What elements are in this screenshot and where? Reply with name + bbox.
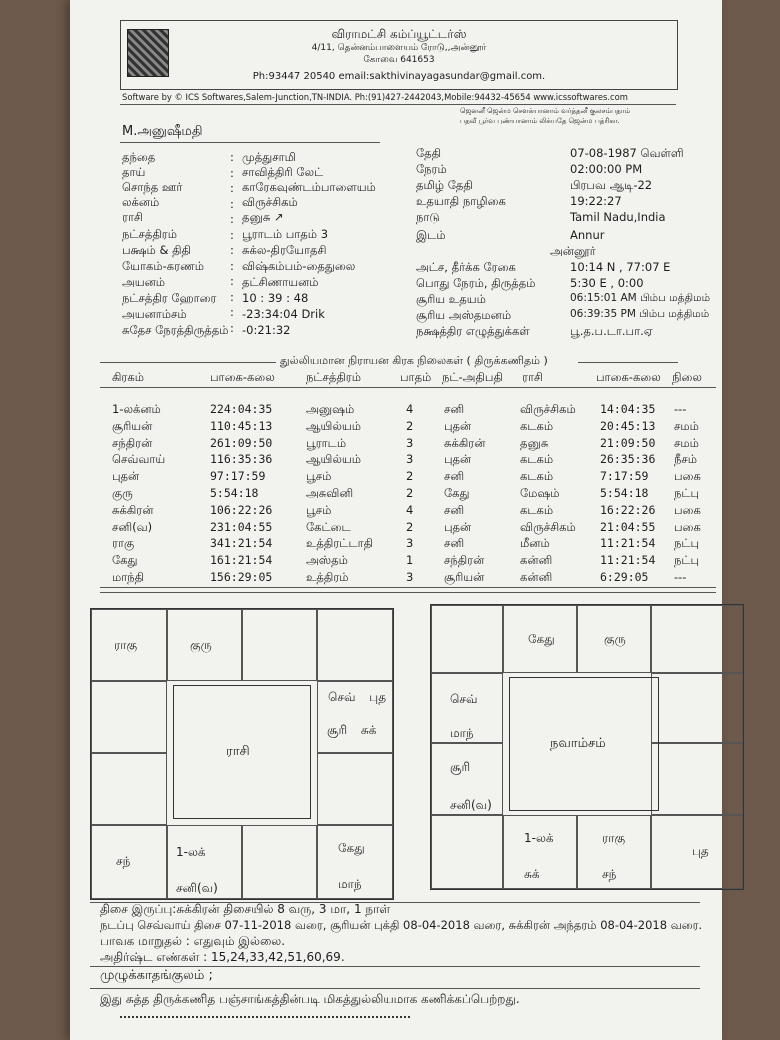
navamsa-house [431,605,503,673]
detail-label: இடம் [416,228,446,242]
planet-cell: குரு [112,486,133,500]
detail-value: 06:15:01 AM பிம்ப மத்திமம் [570,292,711,304]
planet-cell: --- [674,402,687,416]
detail-value: 06:39:35 PM பிம்ப மத்திமம் [570,308,710,320]
planet-cell: 2 [406,418,414,433]
planet-cell: மேஷம் [520,486,560,500]
detail-value: தட்சிணாயனம் [242,275,319,289]
planet-cell: 3 [406,452,414,467]
bhava-change: பாவக மாறுதல் : எதுவும் இல்லை. [100,934,286,948]
planet-cell: கடகம் [520,418,554,433]
planet-cell: 2 [406,486,414,500]
detail-label: சொந்த ஊர் [122,180,183,194]
planet-cell: --- [674,570,687,584]
planet-cell: கேட்டை [306,519,351,534]
dasa-balance: திசை இருப்பு:சுக்கிரன் திசையில் 8 வரு, 3 மா, 1 நாள் [100,902,391,916]
detail-label: நட்சத்திரம் [122,227,178,241]
planet-cell: சமம் [674,435,699,450]
rasi-house [242,825,317,899]
planet-cell: செவ்வாய் [112,452,166,467]
planet-cell: பகை [674,502,701,517]
verse-line-1: ஜெனனீ ஜென்ம சௌக்யானாம் வர்த்தனீ குலசம்பதாம் [460,107,631,115]
planet-cell: 224:04:35 [210,402,273,416]
detail-value: Tamil Nadu,India [570,210,666,224]
planet-cell: சந்திரன் [112,435,153,450]
planet-cell: 11:21:54 [600,553,656,568]
column-header: நட்-அதிபதி [442,370,503,384]
dotted-rule [120,1016,410,1018]
planet-cell: சனி [444,502,465,517]
planet-cell: சனி(வ) [112,519,153,534]
planet-cell: 3 [406,536,414,551]
detail-value: 07-08-1987 வெள்ளி [570,146,684,160]
planet-cell: கன்னி [520,553,553,568]
planet-cell: சுக்கிரன் [444,435,486,450]
current-dasa: நடப்பு செவ்வாய் திசை 07-11-2018 வரை, சூரியன் புக்தி 08-04-2018 வரை, சுக்கிரன் அந்தரம் 08-04-2018 வரை. [100,918,703,932]
planet-cell: சூரியன் [444,570,485,584]
detail-value: சாவித்திரி லேட் [242,165,324,179]
detail-label: சூரிய உதயம் [416,292,486,306]
lucky-numbers: அதிர்ஷ்ட எண்கள் : 15,24,33,42,51,60,69. [100,950,345,964]
planet-cell: 3 [406,570,414,584]
detail-label: அட்ச, தீர்க்க ரேகை [416,260,516,274]
planet-cell: 4 [406,402,414,416]
planet-cell: 231:04:55 [210,519,273,534]
planet-cell: பூசம் [306,502,332,517]
detail-value: பூ.த.ப.டா.பா.ஏ [570,324,653,338]
rasi-house [317,753,393,825]
planet-cell: ஆயில்யம் [306,418,362,433]
rasi-house [242,609,317,681]
software-credit: Software by © ICS Softwares,Salem-Junction,TN-INDIA. Ph:(91)427-2442043,Mobile:94432-45654 www.icssoftwares.com [122,92,628,102]
planet-cell: சனி [444,469,465,484]
navamsa-house [431,815,503,889]
navamsa-house: கேது [503,605,577,673]
planet-cell: சந்திரன் [444,553,485,568]
planet-cell: 6:29:05 [600,570,649,584]
planet-cell: 11:21:54 [600,536,656,551]
planet-cell: 20:45:13 [600,418,656,433]
detail-value: 10:14 N , 77:07 E [570,260,671,274]
company-name: விராமட்சி கம்ப்யூட்டர்ஸ் [331,27,467,41]
planet-cell: நீசம் [674,452,697,467]
navamsa-house: புத [651,815,743,889]
planet-cell: 261:09:50 [210,435,273,450]
planet-cell: 4 [406,502,414,517]
detail-value: அன்னூர் [550,244,596,258]
planet-cell: 26:35:36 [600,452,656,467]
planet-cell: ஆயில்யம் [306,452,362,467]
rasi-chart [90,608,394,900]
accuracy-note: இது சுத்த திருக்கணித பஞ்சாங்கத்தின்படி மிகத்துல்லியமாக கணிக்கப்பெற்றது. [100,992,520,1006]
rasi-house [317,609,393,681]
planet-cell: 16:22:26 [600,502,656,517]
rasi-house [91,681,167,753]
planet-cell: ராகு [112,536,135,551]
detail-label: நட்சத்திர ஹோரை [122,291,217,305]
planet-cell: மீனம் [520,536,550,551]
planet-cell: நட்பு [674,536,700,551]
detail-label: தமிழ் தேதி [416,178,473,192]
planet-cell: மாந்தி [112,570,145,584]
planet-cell: சமம் [674,418,699,433]
detail-value: -23:34:04 Drik [242,307,325,321]
planet-cell: 156:29:05 [210,570,273,584]
planet-cell: கடகம் [520,452,554,467]
navamsa-house: குரு [577,605,651,673]
planet-cell: 5:54:18 [600,486,649,500]
detail-label: உதயாதி நாழிகை [416,194,506,208]
rasi-house: ராகு [91,609,167,681]
planet-cell: நட்பு [674,553,700,568]
planet-cell: 161:21:54 [210,553,273,568]
rasi-house: 1-லக் சனி(வ) [167,825,242,899]
header-box [120,20,678,90]
colon-column: : : : : : : : : : : : : [230,150,234,335]
detail-value: Annur [570,228,605,242]
planet-cell: அசுவினி [306,486,354,500]
rasi-house: செவ் புத [317,681,393,753]
planet-cell: சனி [444,402,465,416]
detail-value: தனுசு ↗ [242,210,284,224]
planet-cell: 2 [406,469,414,484]
detail-value: 10 : 39 : 48 [242,291,309,305]
planet-cell: 2 [406,519,414,534]
navamsa-center: நவாம்சம் [509,677,659,811]
detail-label: பொது நேரம், திருத்தம் [416,276,536,290]
planet-cell: 106:22:26 [210,502,273,517]
detail-label: நக்ஷத்திர எழுத்துக்கள் [416,324,530,338]
planet-cell: 3 [406,435,414,450]
navamsa-house [651,743,743,815]
column-header: நட்சத்திரம் [306,370,362,384]
detail-value: பூராடம் பாதம் 3 [242,227,329,241]
planet-cell: பகை [674,519,701,534]
rasi-house: கேது மாந் [317,825,393,899]
address-line-1: 4/11, தென்னம்பாளையம் ரோடு,,அன்னூர் [311,43,487,53]
planet-cell: 116:35:36 [210,452,273,467]
planet-cell: புதன் [444,418,472,433]
planet-cell: விருச்சிகம் [520,402,576,416]
navamsa-house: செவ் மாந் [431,673,503,743]
verse-line-2: பதவீ பூர்வ புண்யானாம் லிக்யதே ஜென்ம பத்ரிகா. [460,117,620,125]
detail-label: நாடு [416,210,440,224]
planet-cell: நட்பு [674,486,700,500]
planet-cell: கேது [112,553,138,568]
planet-cell: 14:04:35 [600,402,656,416]
planet-cell: 97:17:59 [210,469,266,484]
table-title: துல்லியமான நிராயன கிரக நிலைகள் ( திருக்கணிதம் ) [280,354,548,367]
detail-label: அயனாம்சம் [122,307,187,321]
detail-value: விஷ்கம்பம்-தைதுலை [242,259,356,273]
planet-cell: 21:04:55 [600,519,656,534]
planet-cell: 1-லக்னம் [112,402,161,416]
navamsa-house: ராகு சந் [577,815,651,889]
navamsa-house: சூரி சனி(வ) [431,743,503,815]
planet-cell: சுக்கிரன் [112,502,154,517]
detail-value: 5:30 E , 0:00 [570,276,644,290]
column-header: ராசி [522,370,543,384]
detail-label: சுதேச நேரத்திருத்தம் [122,323,229,337]
detail-label: நேரம் [416,162,447,176]
detail-label: லக்னம் [122,195,160,209]
detail-label: சூரிய அஸ்தமனம் [416,308,512,322]
planet-cell: பூசம் [306,469,332,484]
planet-cell: கடகம் [520,502,554,517]
planet-cell: விருச்சிகம் [520,519,576,534]
planet-cell: சூரியன் [112,418,153,433]
detail-label: அயனம் [122,275,166,289]
rasi-house: சந் [91,825,167,899]
planet-cell: கன்னி [520,570,553,584]
detail-label: தந்தை [122,150,156,164]
rasi-house: குரு [167,609,242,681]
planet-cell: பூராடம் [306,435,347,450]
planet-cell: புதன் [112,469,140,484]
detail-value: 02:00:00 PM [570,162,643,176]
planet-cell: 7:17:59 [600,469,649,484]
column-header: பாகை-கலை [210,370,275,384]
rasi-house-label: சூரி சுக் [327,723,377,737]
detail-value: விருச்சிகம் [242,195,298,209]
detail-value: முத்துசாமி [242,150,296,164]
navamsa-house [651,673,743,743]
detail-value: 19:22:27 [570,194,622,208]
planet-cell: புதன் [444,452,472,467]
planet-cell: 21:09:50 [600,435,656,450]
detail-value: பிரபவ ஆடி-22 [570,178,653,192]
contact-line: Ph:93447 20540 email:sakthivinayagasundar@gmail.com. [252,71,546,82]
knee-measure: முழுக்காதங்குலம் ; [100,968,213,983]
planet-cell: அஸ்தம் [306,553,348,568]
detail-label: தாய் [122,165,146,179]
planet-cell: தனுசு [520,435,549,450]
rasi-center: ராசி [173,685,311,819]
column-header: கிரகம் [112,370,144,384]
column-header: பாகை-கலை [596,370,661,384]
column-header: பாதம் [400,370,432,384]
detail-label: யோகம்-கரணம் [122,259,204,273]
address-line-2: கோவை 641653 [363,55,435,65]
planet-cell: சனி [444,536,465,551]
detail-value: சுக்ல-திரயோதசி [242,243,327,257]
column-header: நிலை [672,370,702,384]
planet-cell: 1 [406,553,414,568]
planet-cell: 341:21:54 [210,536,273,551]
planet-cell: பகை [674,469,701,484]
detail-label: தேதி [416,146,442,160]
navamsa-house: 1-லக் சுக் [503,815,577,889]
planet-cell: அனுஷம் [306,402,355,416]
planet-cell: புதன் [444,519,472,534]
planet-cell: கடகம் [520,469,554,484]
navamsa-chart [430,604,744,890]
person-name: M.அனுஷீமதி [122,124,203,139]
horoscope-sheet [70,0,722,1040]
detail-value: -0:21:32 [242,323,291,337]
detail-label: பக்ஷம் & திதி [122,243,191,257]
planet-cell: உத்திரட்டாதி [306,536,374,551]
detail-label: ராசி [122,210,143,224]
planet-cell: 5:54:18 [210,486,259,500]
planet-cell: உத்திரம் [306,570,349,584]
detail-value: காரேகவுண்டம்பாளையம் [242,180,376,194]
planet-cell: கேது [444,486,470,500]
navamsa-house [651,605,743,673]
rasi-house [91,753,167,825]
planet-cell: 110:45:13 [210,418,273,433]
